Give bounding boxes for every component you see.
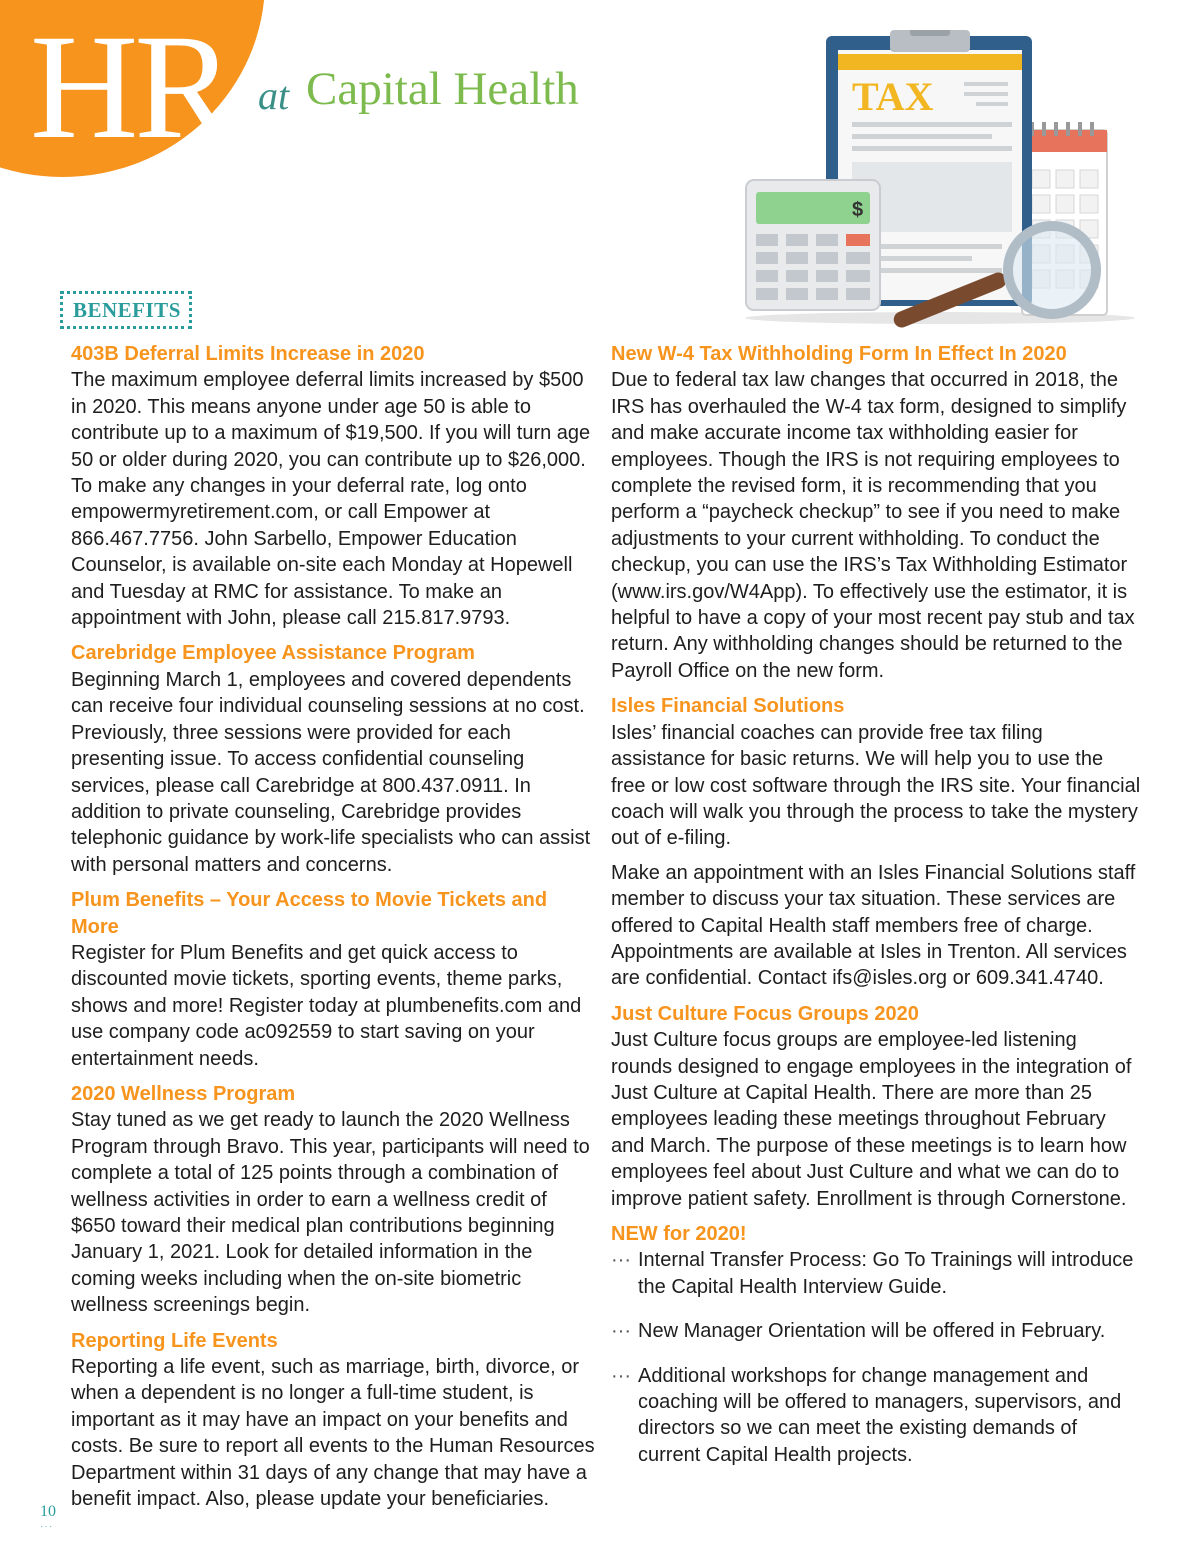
right-column	[611, 341, 1141, 1486]
calculator-icon	[746, 180, 880, 310]
masthead-at: at	[258, 73, 290, 118]
bullet-dots-icon: ···	[611, 1249, 631, 1272]
list-item	[611, 1247, 1141, 1300]
article-heading: Just Culture Focus Groups 2020	[611, 1002, 919, 1025]
bullet-dots-icon: ···	[611, 1364, 631, 1387]
article-body: Make an appointment with an Isles Financial Solutions staff member to discuss your tax situation. These services are offered to Capital Health staff members free of charge. Appointments are available at Isles in Trenton. All services are confidential. Contact ifs@isles.org or 609.341.4740.	[611, 861, 1136, 990]
article-plum-benefits	[71, 887, 596, 1072]
article-heading: Reporting Life Events	[71, 1329, 278, 1352]
article-body: Stay tuned as we get ready to launch the 2020 Wellness Program through Bravo. This year, participants will need to complete a total of 125 points through a combination of wellness activities in order to earn a wellness credit of $650 toward their medical plan contributions beginning January 1, 2021. Look for detailed information in the coming weeks including when the on-site biometric wellness screenings begin.	[71, 1109, 590, 1317]
bullet-dots-icon: ···	[611, 1320, 631, 1343]
masthead-org-name: Capital Health	[306, 63, 579, 115]
article-body: Reporting a life event, such as marriage, birth, divorce, or when a dependent is no longer a full-time student, is important as it may have an impact on your benefits and costs. Be sure to report all events to the Human Resources Department within 31 days of any change that may have a benefit impact. Also, please update your beneficiaries.	[71, 1356, 595, 1511]
page-number: 10	[40, 1503, 56, 1520]
article-heading: 2020 Wellness Program	[71, 1082, 296, 1105]
tax-illustration	[740, 30, 1140, 330]
article-heading: Plum Benefits – Your Access to Movie Tickets and More	[71, 889, 548, 938]
svg-text:TAX: TAX	[852, 74, 934, 119]
article-just-culture	[611, 1001, 1141, 1212]
article-heading: 403B Deferral Limits Increase in 2020	[71, 343, 425, 365]
page-number-dots: ···	[40, 1522, 54, 1531]
article-heading: NEW for 2020!	[611, 1223, 747, 1245]
article-body: Beginning March 1, employees and covered dependents can receive four individual counseling sessions at no cost. Previously, three sessions were provided for each presenting issue. To access confidential counseling services, please call Carebridge at 800.437.0911. In addition to private counseling, Carebridge provides telephonic guidance by work-life specialists who can assist with personal matters and concerns.	[71, 668, 591, 876]
list-item	[611, 1318, 1141, 1344]
article-body: Just Culture focus groups are employee-led listening rounds designed to engage employees in the integration of Just Culture at Capital Health. There are more than 25 employees leading these meetings throughout February and March. The purpose of these meetings is to learn how employees feel about Just Culture and what we can do to improve patient safety. Enrollment is through Cornerstone.	[611, 1029, 1132, 1210]
svg-text:$: $	[852, 199, 864, 221]
masthead-hr-letters: HR	[30, 4, 231, 170]
article-isles-financial	[611, 693, 1141, 991]
list-item-text: New Manager Orientation will be offered in February.	[638, 1320, 1106, 1343]
article-body: Isles’ financial coaches can provide free tax filing assistance for basic returns. We will help you to use the free or low cost software through the IRS site. Your financial coach will walk you through the process to take the mystery out of e-filing.	[611, 721, 1141, 850]
article-wellness-program	[71, 1081, 596, 1319]
article-body: The maximum employee deferral limits increased by $500 in 2020. This means anyone under age 50 is able to contribute up to a maximum of $19,500. If you will turn age 50 or older during 2020, you can contribute up to $26,000. To make any changes in your deferral rate, log onto empowermyretirement.com, or call Empower at 866.467.7756. John Sarbello, Empower Education Counselor, is available on-site each Monday at Hopewell and Tuesday at RMC for assistance. To make an appointment with John, please call 215.817.9793.	[71, 369, 591, 630]
article-heading: Isles Financial Solutions	[611, 695, 845, 718]
article-carebridge	[71, 640, 596, 878]
article-heading: Carebridge Employee Assistance Program	[71, 642, 475, 665]
list-item	[611, 1363, 1141, 1469]
article-w4-form	[611, 341, 1141, 684]
article-403b	[71, 341, 596, 631]
list-item-text: Internal Transfer Process: Go To Trainings will introduce the Capital Health Interview Guide.	[638, 1249, 1134, 1298]
article-new-for-2020	[611, 1221, 1141, 1468]
article-heading: New W-4 Tax Withholding Form In Effect In 2020	[611, 343, 1067, 365]
section-label-benefits: BENEFITS	[60, 291, 192, 329]
list-item-text: Additional workshops for change management and coaching will be offered to managers, supervisors, and directors so we can meet the existing demands of current Capital Health projects.	[638, 1364, 1122, 1466]
article-body: Register for Plum Benefits and get quick access to discounted movie tickets, sporting events, theme parks, shows and more! Register today at plumbenefits.com and use company code ac092559 to start saving on your entertainment needs.	[71, 941, 582, 1070]
article-life-events	[71, 1328, 596, 1513]
left-column	[71, 341, 596, 1521]
new-for-2020-list	[611, 1247, 1141, 1468]
article-body: Due to federal tax law changes that occurred in 2018, the IRS has overhauled the W-4 tax form, designed to simplify and make accurate income tax withholding easier for employees. Though the IRS is not requiring employees to complete the revised form, it is recommending that you perform a “paycheck checkup” to see if you need to make adjustments to your current withholding. To conduct the checkup, you can use the IRS’s Tax Withholding Estimator (www.irs.gov/W4App). To effectively use the estimator, it is helpful to have a copy of your most recent pay stub and tax return. Any withholding changes should be returned to the Payroll Office on the new form.	[611, 369, 1135, 682]
